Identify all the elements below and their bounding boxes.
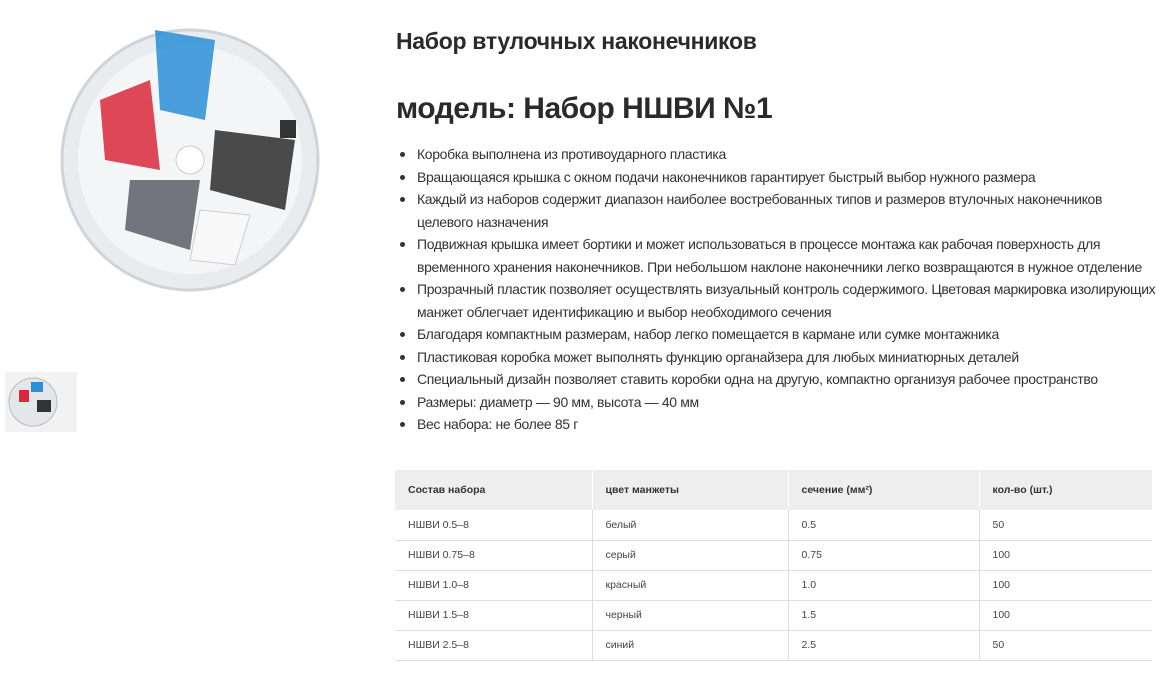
table-cell: 50 (979, 630, 1152, 660)
column-header: кол-во (шт.) (979, 470, 1152, 510)
feature-item: Прозрачный пластик позволяет осуществлять визуальный контроль содержимого. Цветовая маркировка изолирующих манжет облегчает идентификацию и выбор необходимого сечения (398, 278, 1158, 323)
table-cell: 100 (979, 600, 1152, 630)
product-title: Набор втулочных наконечников (396, 28, 757, 54)
table-cell: 0.5 (788, 510, 979, 540)
table-row (395, 600, 1152, 630)
feature-item: Каждый из наборов содержит диапазон наиболее востребованных типов и размеров втулочных наконечников целевого назначения (398, 188, 1158, 233)
table-row (395, 570, 1152, 600)
feature-item: Размеры: диаметр — 90 мм, высота — 40 мм (398, 391, 1158, 414)
table-cell: НШВИ 0.5–8 (395, 510, 592, 540)
product-image (40, 10, 365, 300)
table-row (395, 540, 1152, 570)
table-cell: 1.5 (788, 600, 979, 630)
table-cell: 100 (979, 540, 1152, 570)
table-cell: 100 (979, 570, 1152, 600)
feature-item: Коробка выполнена из противоударного пластика (398, 143, 1158, 166)
table-cell: синий (592, 630, 788, 660)
table-cell: НШВИ 1.5–8 (395, 600, 592, 630)
table-row (395, 510, 1152, 540)
table-cell: НШВИ 0.75–8 (395, 540, 592, 570)
feature-item: Вращающаяся крышка с окном подачи наконечников гарантирует быстрый выбор нужного размера (398, 166, 1158, 189)
model-heading: модель: Набор НШВИ №1 (396, 92, 773, 125)
kit-contents-table (395, 470, 1152, 661)
feature-list (398, 143, 1158, 436)
table-header-row (395, 470, 1152, 510)
feature-item: Специальный дизайн позволяет ставить коробки одна на другую, компактно организуя рабочее пространство (398, 368, 1158, 391)
feature-item: Благодаря компактным размерам, набор легко помещается в кармане или сумке монтажника (398, 323, 1158, 346)
table-cell: серый (592, 540, 788, 570)
feature-item: Подвижная крышка имеет бортики и может использоваться в процессе монтажа как рабочая поверхность для временного хранения наконечников. При небольшом наклоне наконечники легко возвращаются в нужное отделение (398, 233, 1158, 278)
table-cell: НШВИ 1.0–8 (395, 570, 592, 600)
table-row (395, 630, 1152, 660)
table-cell: 0.75 (788, 540, 979, 570)
table-cell: 50 (979, 510, 1152, 540)
table-cell: красный (592, 570, 788, 600)
feature-item: Пластиковая коробка может выполнять функцию органайзера для любых миниатюрных деталей (398, 346, 1158, 369)
feature-item: Вес набора: не более 85 г (398, 413, 1158, 436)
table-cell: черный (592, 600, 788, 630)
table-cell: белый (592, 510, 788, 540)
column-header: цвет манжеты (592, 470, 788, 510)
column-header: Состав набора (395, 470, 592, 510)
table-cell: НШВИ 2.5–8 (395, 630, 592, 660)
table-cell: 2.5 (788, 630, 979, 660)
column-header: сечение (мм²) (788, 470, 979, 510)
table-cell: 1.0 (788, 570, 979, 600)
product-thumbnail[interactable] (5, 372, 77, 432)
